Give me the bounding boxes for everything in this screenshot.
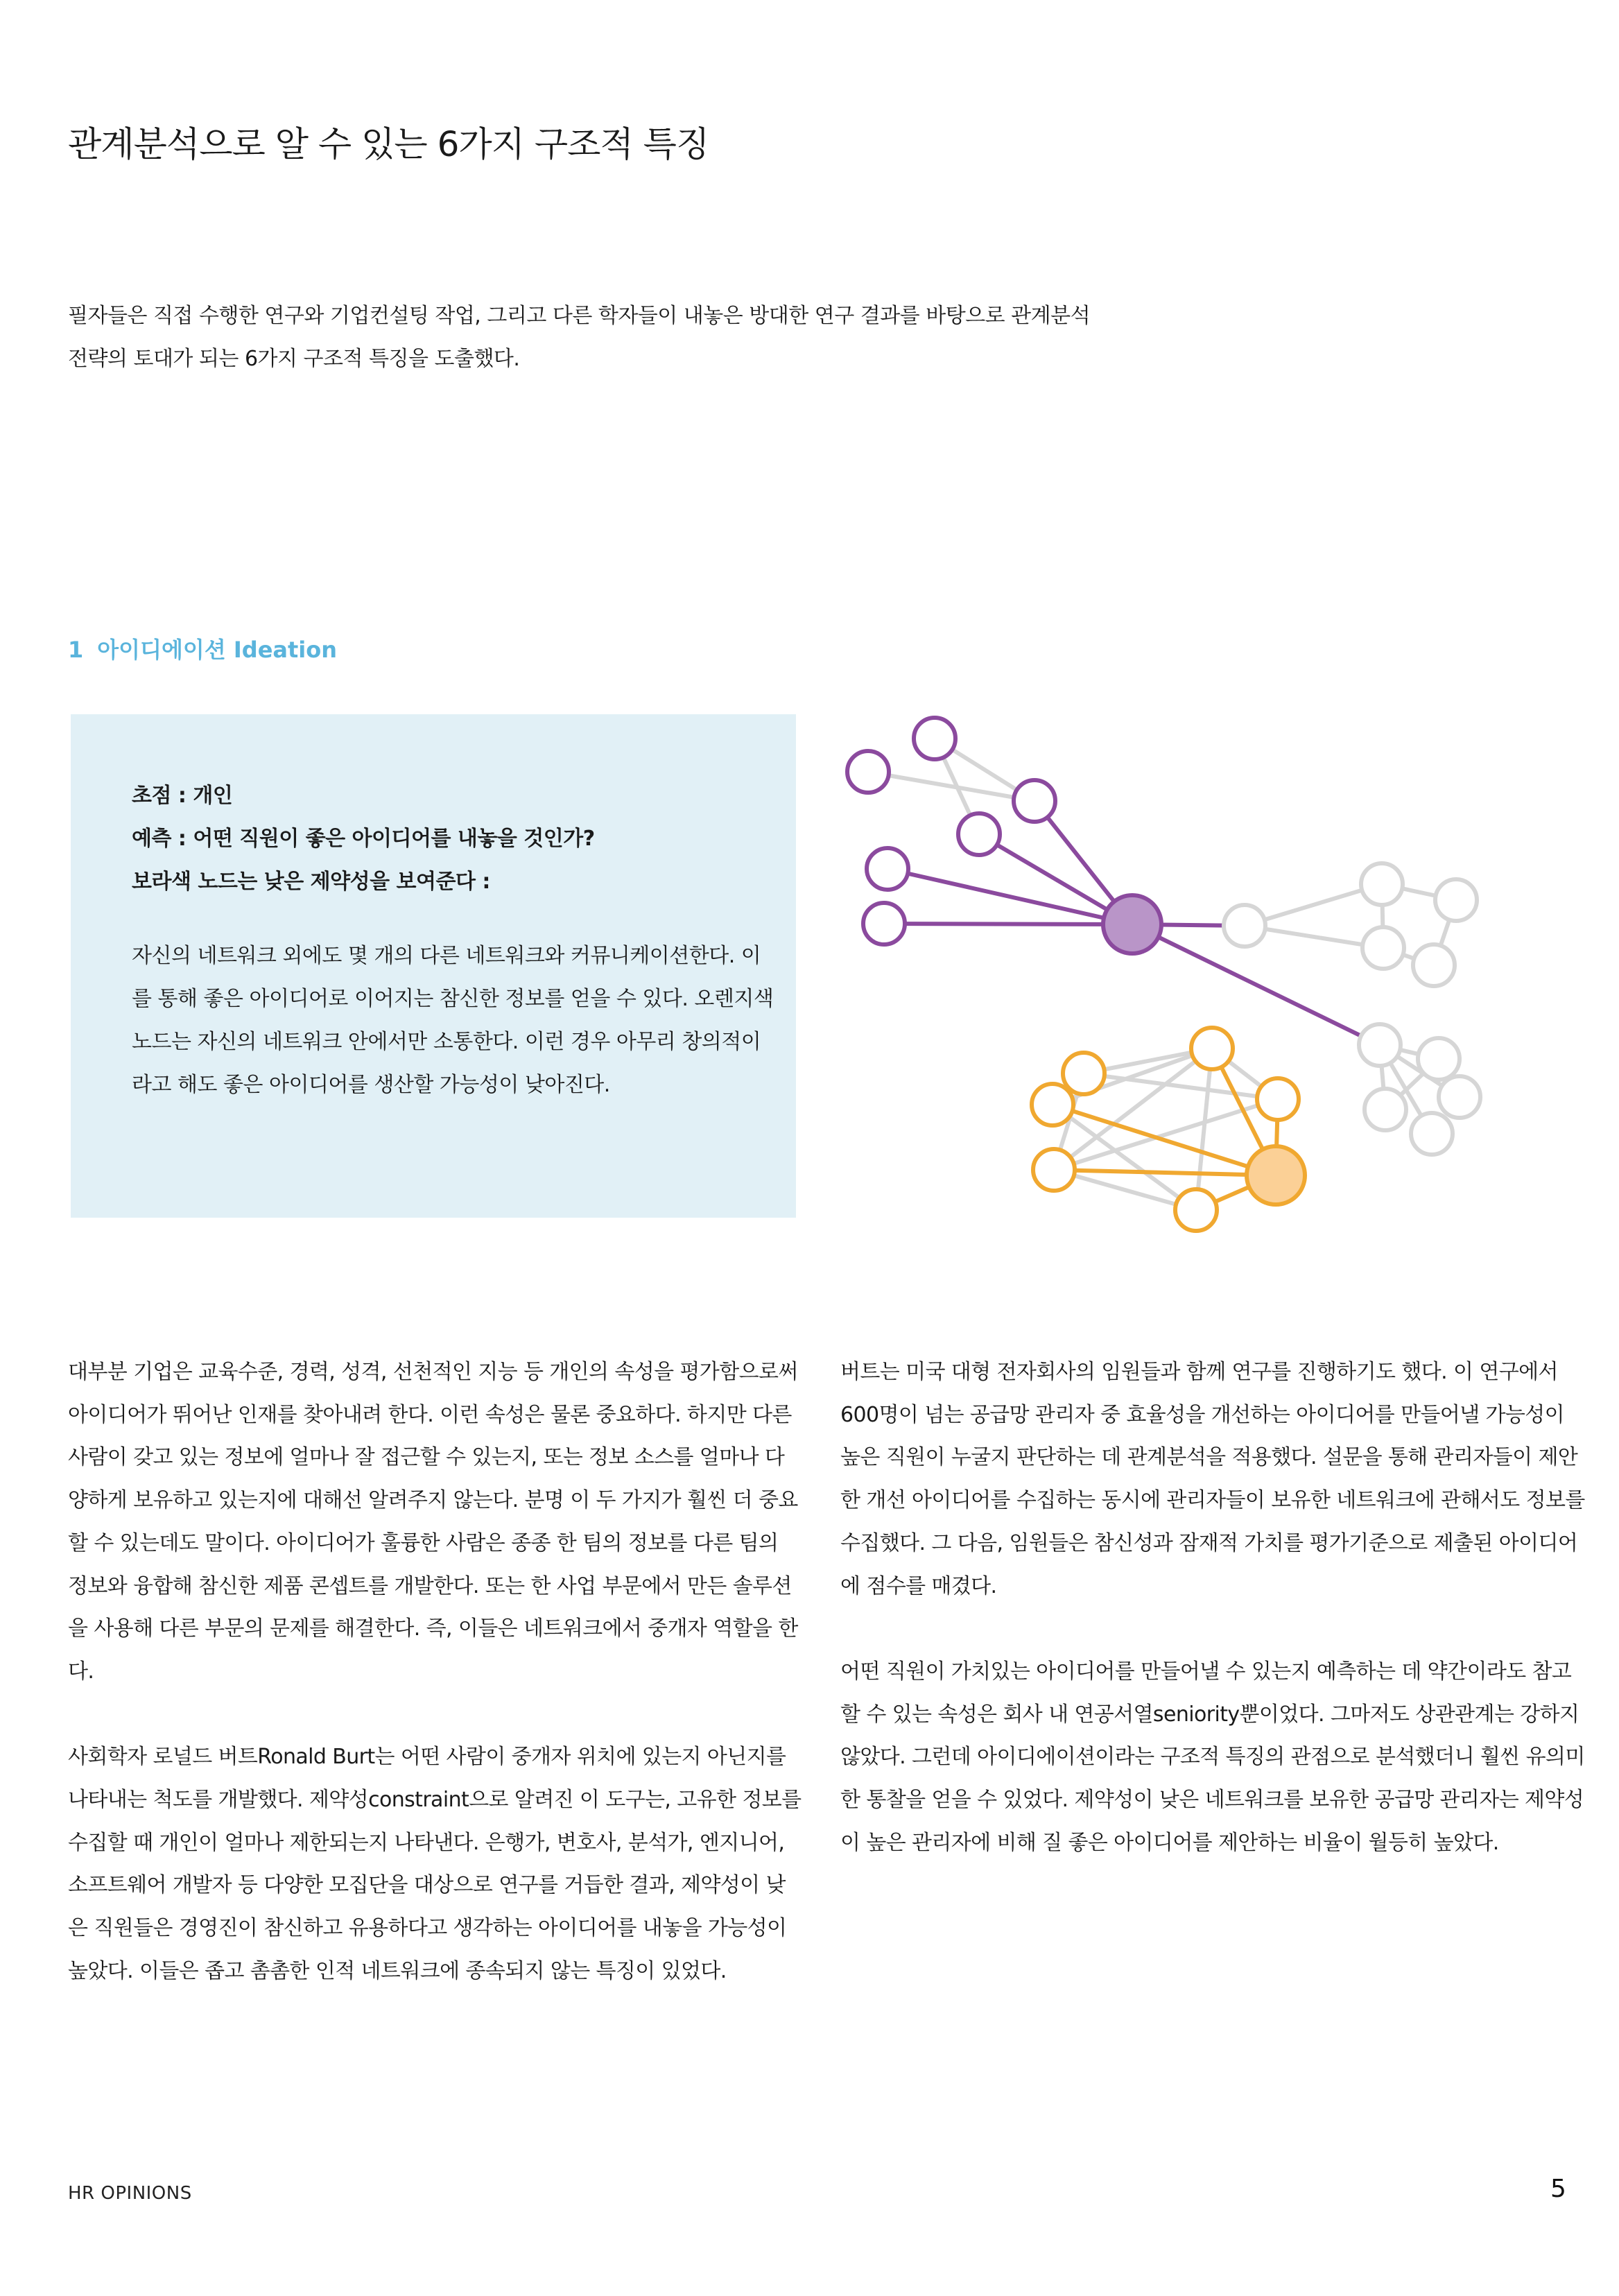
body-paragraph: 사회학자 로널드 버트Ronald Burt는 어떤 사람이 중개자 위치에 있는지 아닌지를 나타내는 척도를 개발했다. 제약성constraint으로 알려진 이 도구는, 고유한 정보를 수집할 때 개인이 얼마나 제한되는지 나타낸다. 은행가, 변호사, 분석가, 엔지니어, 소프트웨어 개발자 등 다양한 모집단을 대상으로 연구를 거듭한 결과, 제약성이 낮은 직원들은 경영진이 참신하고 유용하다고 생각하는 아이디어를 내놓을 가능성이 높았다. 이들은 좁고 촘촘한 인적 네트워크에 종속되지 않는 특징이 있었다. <box>68 1745 802 1983</box>
gray-node <box>1411 1113 1453 1155</box>
gray-node <box>1359 1024 1401 1066</box>
network-edge <box>1053 1105 1196 1210</box>
footer-label: HR OPINIONS <box>68 2183 192 2204</box>
purple-highlight-node <box>1103 895 1161 953</box>
section-heading <box>68 632 337 664</box>
purple-node <box>867 848 908 890</box>
callout-box <box>71 714 796 1218</box>
callout-body: 자신의 네트워크 외에도 몇 개의 다른 네트워크와 커뮤니케이션한다. 이를 통해 좋은 아이디어로 이어지는 참신한 정보를 얻을 수 있다. 오렌지색 노드는 자신의 네트워크 안에서만 소통한다. 이런 경우 아무리 창의적이라고 해도 좋은 아이디어를 생산할 가능성이 낮아진다. <box>132 944 774 1097</box>
network-diagram <box>832 700 1595 1255</box>
orange-node <box>1191 1028 1233 1069</box>
gray-node <box>1435 879 1477 921</box>
page-title: 관계분석으로 알 수 있는 6가지 구조적 특징 <box>68 124 709 164</box>
body-paragraph: 버트는 미국 대형 전자회사의 임원들과 함께 연구를 진행하기도 했다. 이 연구에서 600명이 넘는 공급망 관리자 중 효율성을 개선하는 아이디어를 만들어낼 가능성이 높은 직원이 누굴지 판단하는 데 관계분석을 적용했다. 설문을 통해 관리자들이 제안한 개선 아이디어를 수집하는 동시에 관리자들이 보유한 네트워크에 관해서도 정보를 수집했다. 그 다음, 임원들은 참신성과 잠재적 가치를 평가기준으로 제출된 아이디어에 점수를 매겼다. <box>840 1360 1585 1598</box>
purple-node <box>1014 780 1055 822</box>
network-edges <box>868 739 1460 1210</box>
purple-node <box>914 718 955 759</box>
callout-prediction: 예측 : 어떤 직원이 좋은 아이디어를 내놓을 것인가? <box>132 827 595 851</box>
body-paragraph: 어떤 직원이 가치있는 아이디어를 만들어낼 수 있는지 예측하는 데 약간이라도 참고할 수 있는 속성은 회사 내 연공서열seniority뿐이었다. 그마저도 상관관계는 강하지 않았다. 그런데 아이디에이션이라는 구조적 특징의 관점으로 분석했더니 훨씬 유의미한 통찰을 얻을 수 있었다. 제약성이 낮은 네트워크를 보유한 공급망 관리자는 제약성이 높은 관리자에 비해 질 좋은 아이디어를 제안하는 비율이 월등히 높았다. <box>840 1659 1585 1855</box>
orange-highlight-node <box>1247 1146 1305 1205</box>
network-edge <box>1196 1048 1212 1210</box>
network-nodes <box>847 718 1480 1231</box>
gray-node <box>1439 1076 1480 1118</box>
purple-node <box>958 813 1000 855</box>
orange-node <box>1063 1053 1105 1094</box>
body-column-right <box>840 1351 1589 1907</box>
callout-purple-note: 보라색 노드는 낮은 제약성을 보여준다 : <box>132 870 490 894</box>
gray-node <box>1418 1038 1460 1080</box>
body-paragraph: 대부분 기업은 교육수준, 경력, 성격, 선천적인 지능 등 개인의 속성을 평가함으로써 아이디어가 뛰어난 인재를 찾아내려 한다. 이런 속성은 물론 중요하다. 하지만 다른 사람이 갖고 있는 정보에 얼마나 잘 접근할 수 있는지, 또는 정보 소스를 얼마나 다양하게 보유하고 있는지에 대해선 알려주지 않는다. 분명 이 두 가지가 훨씬 더 중요할 수 있는데도 말이다. 아이디어가 훌륭한 사람은 종종 한 팀의 정보를 다른 팀의 정보와 융합해 참신한 제품 콘셉트를 개발한다. 또는 한 사업 부문에서 만든 솔루션을 사용해 다른 부문의 문제를 해결한다. 즉, 이들은 네트워크에서 중개자 역할을 한다. <box>68 1360 798 1684</box>
gray-node <box>1361 863 1403 905</box>
callout-focus: 초점 : 개인 <box>132 784 233 808</box>
orange-node <box>1175 1189 1217 1231</box>
gray-node <box>1362 927 1404 969</box>
orange-node <box>1032 1084 1073 1125</box>
network-edge <box>1054 1170 1276 1175</box>
section-title: 아이디에이션 Ideation <box>97 637 338 663</box>
section-number: 1 <box>68 637 84 663</box>
purple-node <box>847 751 889 793</box>
body-column-left <box>68 1351 803 2035</box>
intro-paragraph: 필자들은 직접 수행한 연구와 기업컨설팅 작업, 그리고 다른 학자들이 내놓은 방대한 연구 결과를 바탕으로 관계분석 전략의 토대가 되는 6가지 구조적 특징을 도출했다. <box>68 304 1091 371</box>
orange-node <box>1257 1078 1299 1120</box>
gray-node <box>1224 905 1265 947</box>
gray-node <box>1413 944 1455 986</box>
gray-node <box>1365 1089 1406 1130</box>
network-edge <box>1053 1105 1276 1175</box>
purple-node <box>863 903 905 944</box>
orange-node <box>1033 1149 1075 1191</box>
page-number: 5 <box>1550 2175 1566 2203</box>
